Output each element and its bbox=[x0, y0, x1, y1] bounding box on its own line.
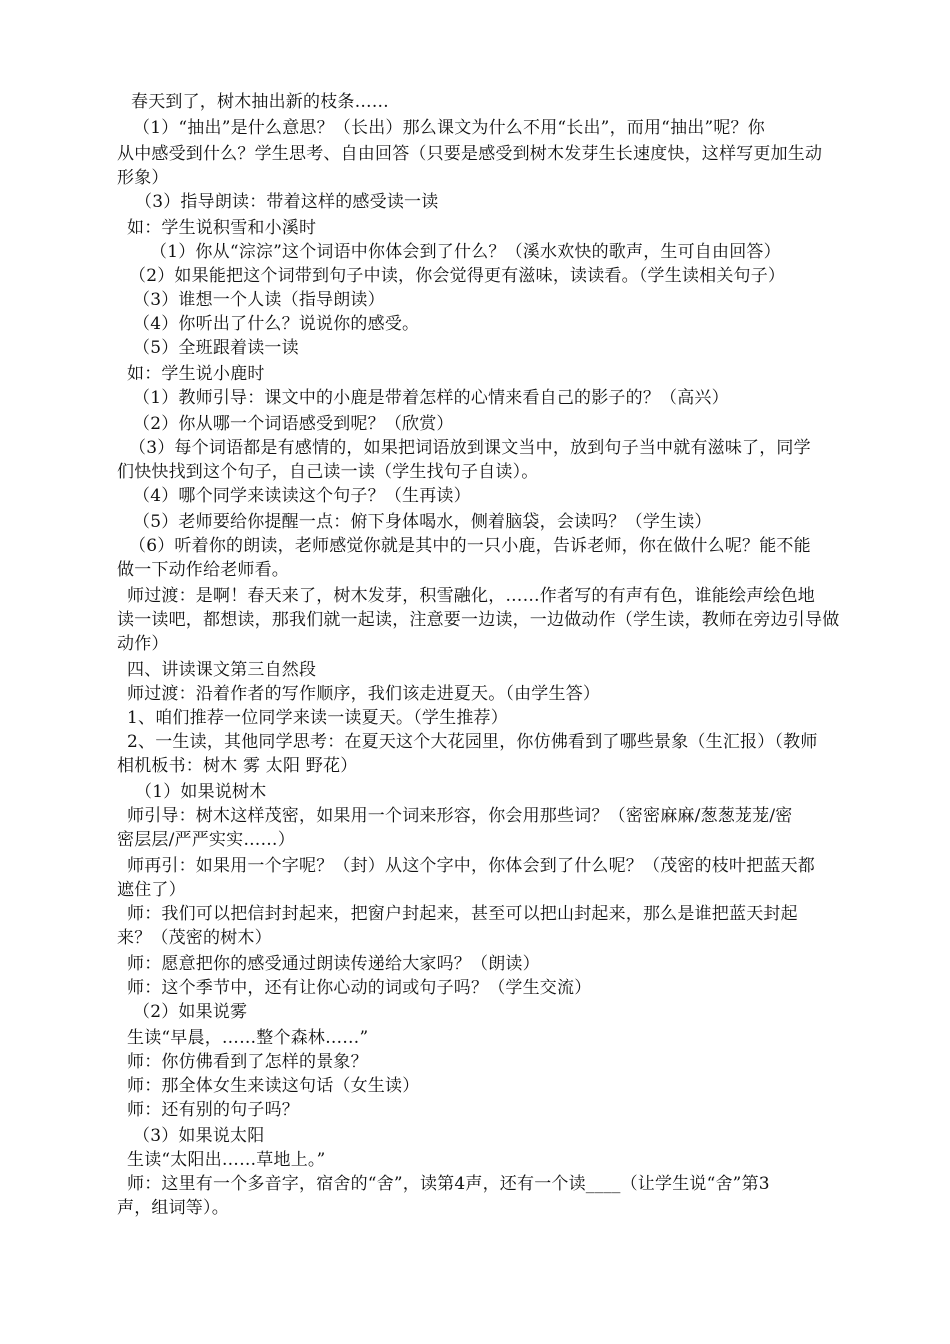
text-line: （6）听着你的朗读，老师感觉你就是其中的一只小鹿，告诉老师，你在做什么呢？能不能 bbox=[129, 536, 811, 556]
text-line: 声，组词等）。 bbox=[117, 1198, 229, 1218]
text-line: 师：你仿佛看到了怎样的景象？ bbox=[127, 1052, 368, 1072]
text-line: 师：我们可以把信封封起来，把窗户封起来，甚至可以把山封起来，那么是谁把蓝天封起 bbox=[127, 904, 798, 924]
text-line: （5）全班跟着读一读 bbox=[133, 338, 299, 358]
text-line: （2）你从哪一个词语感受到呢？（欣赏） bbox=[133, 414, 454, 434]
text-line: 四、讲读课文第三自然段 bbox=[127, 660, 317, 680]
text-line: 师过渡：沿着作者的写作顺序，我们该走进夏天。（由学生答） bbox=[127, 684, 601, 704]
text-line: 做一下动作给老师看。 bbox=[117, 560, 289, 580]
text-line: 从中感受到什么？学生思考、自由回答（只要是感受到树木发芽生长速度快，这样写更加生动 bbox=[117, 144, 823, 164]
text-line: （3）每个词语都是有感情的，如果把词语放到课文当中，放到句子当中就有滋味了，同学 bbox=[129, 438, 811, 458]
text-line: （3）如果说太阳 bbox=[133, 1126, 265, 1146]
text-line: 1、咱们推荐一位同学来读一读夏天。（学生推荐） bbox=[127, 708, 508, 728]
text-line: 遮住了） bbox=[117, 880, 186, 900]
text-line: （3）谁想一个人读（指导朗读） bbox=[133, 290, 385, 310]
text-line: 师再引：如果用一个字呢？（封）从这个字中，你体会到了什么呢？（茂密的枝叶把蓝天都 bbox=[127, 856, 815, 876]
text-line: （2）如果能把这个词带到句子中读，你会觉得更有滋味，读读看。（学生读相关句子） bbox=[129, 266, 786, 286]
text-line: （3）指导朗读：带着这样的感受读一读 bbox=[135, 192, 439, 212]
text-line: 师：那全体女生来读这句话（女生读） bbox=[127, 1076, 420, 1096]
text-line: （1）教师引导：课文中的小鹿是带着怎样的心情来看自己的影子的？（高兴） bbox=[133, 388, 729, 408]
text-line: 师：这个季节中，还有让你心动的词或句子吗？（学生交流） bbox=[127, 978, 592, 998]
text-line: 生读“早晨，……整个森林……” bbox=[127, 1028, 369, 1048]
text-line: 们快快找到这个句子，自己读一读（学生找句子自读）。 bbox=[117, 462, 539, 482]
text-line: 读一读吧，都想读，那我们就一起读，注意要一边读，一边做动作（学生读，教师在旁边引导做 bbox=[117, 610, 840, 630]
text-line: 生读“太阳出……草地上。” bbox=[127, 1150, 326, 1170]
text-line: 相机板书：树木 雾 太阳 野花） bbox=[117, 756, 358, 776]
text-line: 师过渡：是啊！春天来了，树木发芽，积雪融化，……作者写的有声有色，谁能绘声绘色地 bbox=[127, 586, 815, 606]
text-line: 2、一生读，其他同学思考：在夏天这个大花园里，你仿佛看到了哪些景象（生汇报）（教师 bbox=[127, 732, 818, 752]
text-line: 师引导：树木这样茂密，如果用一个词来形容，你会用那些词？（密密麻麻/葱葱茏茏/密 bbox=[127, 806, 793, 826]
text-line: （4）哪个同学来读读这个句子？（生再读） bbox=[133, 486, 471, 506]
text-line: 动作） bbox=[117, 634, 169, 654]
text-line: 来？（茂密的树木） bbox=[117, 928, 272, 948]
text-line: 春天到了，树木抽出新的枝条…… bbox=[131, 92, 389, 112]
text-line: 如：学生说小鹿时 bbox=[127, 364, 265, 384]
text-line: （5）老师要给你提醒一点：俯下身体喝水，侧着脑袋，会读吗？（学生读） bbox=[133, 512, 712, 532]
text-line: 形象） bbox=[117, 168, 169, 188]
text-line: 师：还有别的句子吗？ bbox=[127, 1100, 299, 1120]
text-line: 如：学生说积雪和小溪时 bbox=[127, 218, 317, 238]
text-line: （2）如果说雾 bbox=[133, 1002, 248, 1022]
text-line: 师：愿意把你的感受通过朗读传递给大家吗？（朗读） bbox=[127, 954, 540, 974]
text-line: （1）如果说树木 bbox=[135, 782, 267, 802]
text-line: （1）“抽出”是什么意思？（长出）那么课文为什么不用“长出”，而用“抽出”呢？你 bbox=[133, 118, 765, 138]
text-line: （4）你听出了什么？说说你的感受。 bbox=[133, 314, 420, 334]
text-line: （1）你从“淙淙”这个词语中你体会到了什么？（溪水欢快的歌声，生可自由回答） bbox=[150, 242, 781, 262]
text-line: 密层层/严严实实……） bbox=[117, 830, 295, 850]
text-line: 师：这里有一个多音字，宿舍的“舍”，读第4声，还有一个读____（让学生说“舍”第3 bbox=[127, 1174, 770, 1194]
